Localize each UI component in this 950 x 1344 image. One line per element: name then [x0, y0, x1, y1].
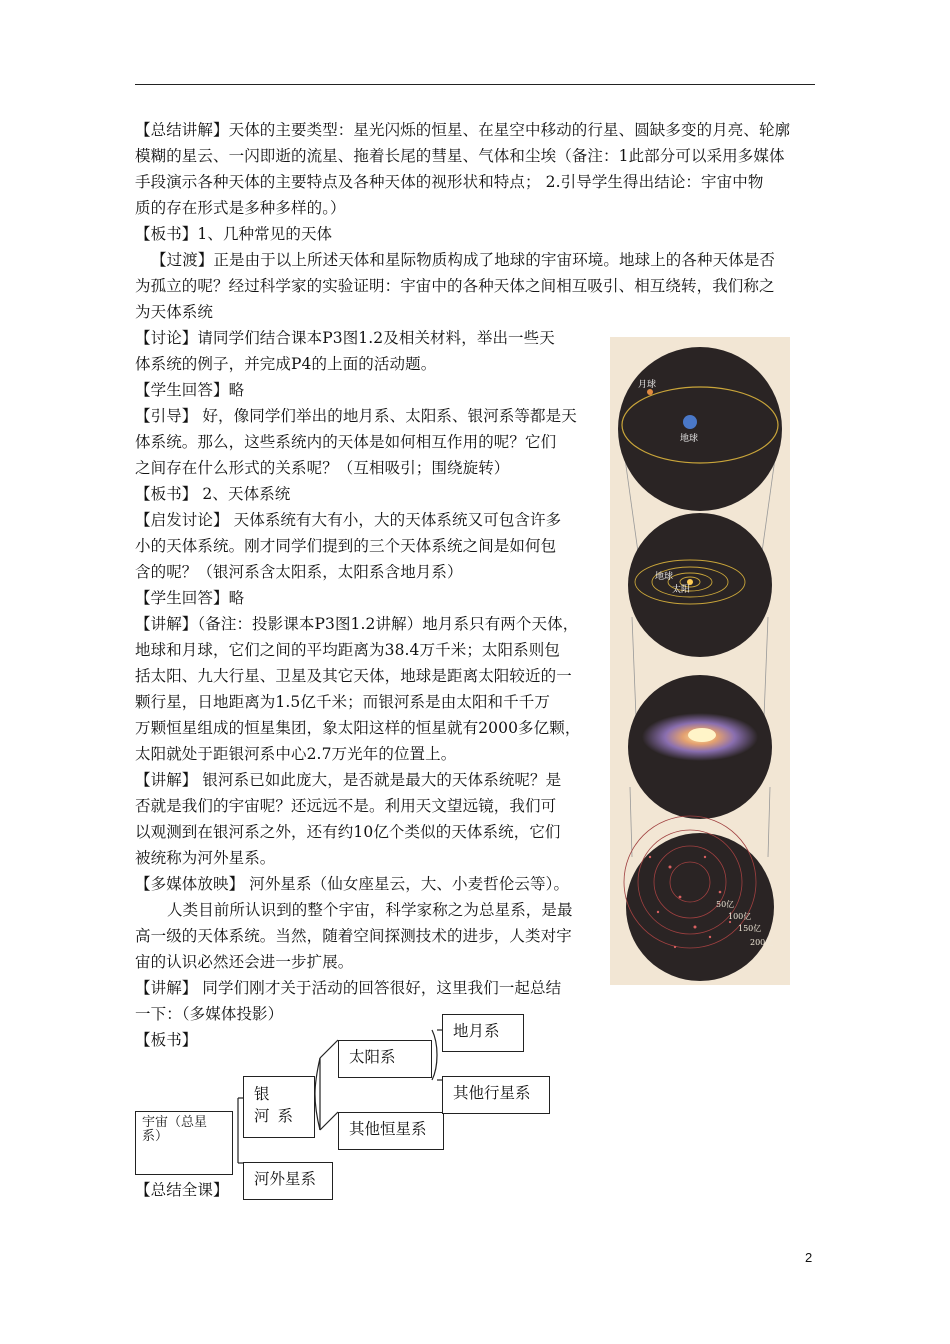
text-line: 高一级的天体系统。当然，随着空间探测技术的进步，人类对宇 — [135, 927, 572, 945]
text-line: 含的呢？（银河系含太阳系，太阳系含地月系） — [135, 563, 463, 581]
text-line: 【引导】 好，像同学们举出的地月系、太阳系、银河系等都是天 — [135, 407, 577, 425]
text-line: 之间存在什么形式的关系呢？（互相吸引；围绕旋转） — [135, 459, 510, 477]
earth-moon-sphere — [618, 347, 782, 511]
text-line: 【讲解】（备注：投影课本P3图1.2讲解）地月系只有两个天体， — [135, 615, 579, 633]
distance-label: 100亿 — [728, 912, 752, 921]
text-line: 【总结讲解】天体的主要类型：星光闪烁的恒星、在星空中移动的行星、圆缺多变的月亮、轮廓 — [135, 121, 791, 139]
sun-label: 太阳 — [672, 585, 691, 595]
distance-label: 150亿 — [738, 924, 762, 933]
board-heading: 【板书】 — [135, 1031, 198, 1049]
text-line: 宙的认识必然还会进一步扩展。 — [135, 953, 354, 971]
distance-label: 50亿 — [716, 900, 735, 909]
text-line: 手段演示各种天体的主要特点及各种天体的视形状和特点； 2.引导学生得出结论：宇宙中物 — [135, 173, 764, 191]
universe-box: 宇宙（总星系） — [135, 1111, 233, 1175]
earth-icon — [683, 415, 697, 429]
text-line: 万颗恒星组成的恒星集团，象太阳这样的恒星就有2000多亿颗， — [135, 719, 581, 737]
board-heading: 【板书】 2、天体系统 — [135, 485, 291, 503]
distance-label: 200亿 — [750, 938, 774, 947]
text-line: 【多媒体放映】 河外星系（仙女座星云，大、小麦哲伦云等）。 — [135, 875, 570, 893]
text-line: 为孤立的呢？经过科学家的实验证明：宇宙中的各种天体之间相互吸引、相互绕转，我们称之 — [135, 277, 775, 295]
summary-heading: 【总结全课】 — [135, 1181, 229, 1199]
bracket-line — [320, 1112, 338, 1130]
earth-label: 地球 — [680, 434, 699, 444]
connector-line — [630, 787, 632, 857]
milky-way-box: 银 河系 — [243, 1076, 315, 1138]
text-line: 【学生回答】略 — [135, 589, 245, 607]
bracket-line — [315, 1058, 320, 1094]
text-line: 体系统的例子，并完成P4的上面的活动题。 — [135, 355, 437, 373]
celestial-systems-illustration — [610, 337, 790, 985]
text-line: 被统称为河外星系。 — [135, 849, 276, 867]
solar-system-box: 太阳系 — [338, 1040, 432, 1078]
text-line: 质的存在形式是多种多样的。） — [135, 199, 346, 217]
text-line: 为天体系统 — [135, 303, 214, 321]
extragalactic-box: 河外星系 — [243, 1162, 333, 1200]
text-line: 【讨论】请同学们结合课本P3图1.2及相关材料，举出一些天 — [135, 329, 555, 347]
celestial-systems-figure — [610, 337, 790, 985]
universe-sphere — [626, 833, 774, 981]
text-line: 否就是我们的宇宙呢？还远远不是。利用天文望远镜，我们可 — [135, 797, 557, 815]
other-planet-systems-box: 其他行星系 — [442, 1076, 550, 1114]
text-line: 小的天体系统。刚才同学们提到的三个天体系统之间是如何包 — [135, 537, 557, 555]
earth-label: 地球 — [655, 572, 674, 582]
text-line: 【讲解】 同学们刚才关于活动的回答很好，这里我们一起总结 — [135, 979, 562, 997]
bracket-line — [315, 1094, 320, 1130]
text-line: 模糊的星云、一闪即逝的流星、拖着长尾的彗星、气体和尘埃（备注：1此部分可以采用多媒体 — [135, 147, 785, 165]
earth-moon-box: 地月系 — [442, 1014, 524, 1052]
text-line: 【学生回答】略 — [135, 381, 245, 399]
connector-line — [768, 787, 770, 857]
galaxy-core — [688, 728, 716, 742]
text-line: 【讲解】 银河系已如此庞大，是否就是最大的天体系统呢？是 — [135, 771, 562, 789]
board-heading: 【板书】1、几种常见的天体 — [135, 225, 333, 243]
text-line: 【启发讨论】 天体系统有大有小，大的天体系统又可包含许多 — [135, 511, 562, 529]
header-rule — [135, 84, 815, 85]
text-line: 一下：（多媒体投影） — [135, 1005, 284, 1023]
text-line: 地球和月球，它们之间的平均距离为38.4万千米；太阳系则包 — [135, 641, 560, 659]
text-line: 体系统。那么，这些系统内的天体是如何相互作用的呢？它们 — [135, 433, 557, 451]
text-line: 颗行星，日地距离为1.5亿千米；而银河系是由太阳和千千万 — [135, 693, 550, 711]
text-line: 括太阳、九大行星、卫星及其它天体，地球是距离太阳较近的一 — [135, 667, 572, 685]
text-line: 太阳就处于距银河系中心2.7万光年的位置上。 — [135, 745, 457, 763]
connector-line — [632, 617, 636, 717]
solar-system-sphere — [628, 513, 772, 657]
connector-line — [764, 617, 768, 717]
page-number: 2 — [805, 1250, 813, 1265]
text-line: 以观测到在银河系之外，还有约10亿个类似的天体系统，它们 — [135, 823, 561, 841]
other-star-systems-box: 其他恒星系 — [338, 1112, 444, 1150]
text-line: 人类目前所认识到的整个宇宙，科学家称之为总星系，是最 — [167, 901, 573, 919]
moon-label: 月球 — [638, 380, 657, 390]
text-line: 【过渡】正是由于以上所述天体和星际物质构成了地球的宇宙环境。地球上的各种天体是否 — [151, 251, 776, 269]
